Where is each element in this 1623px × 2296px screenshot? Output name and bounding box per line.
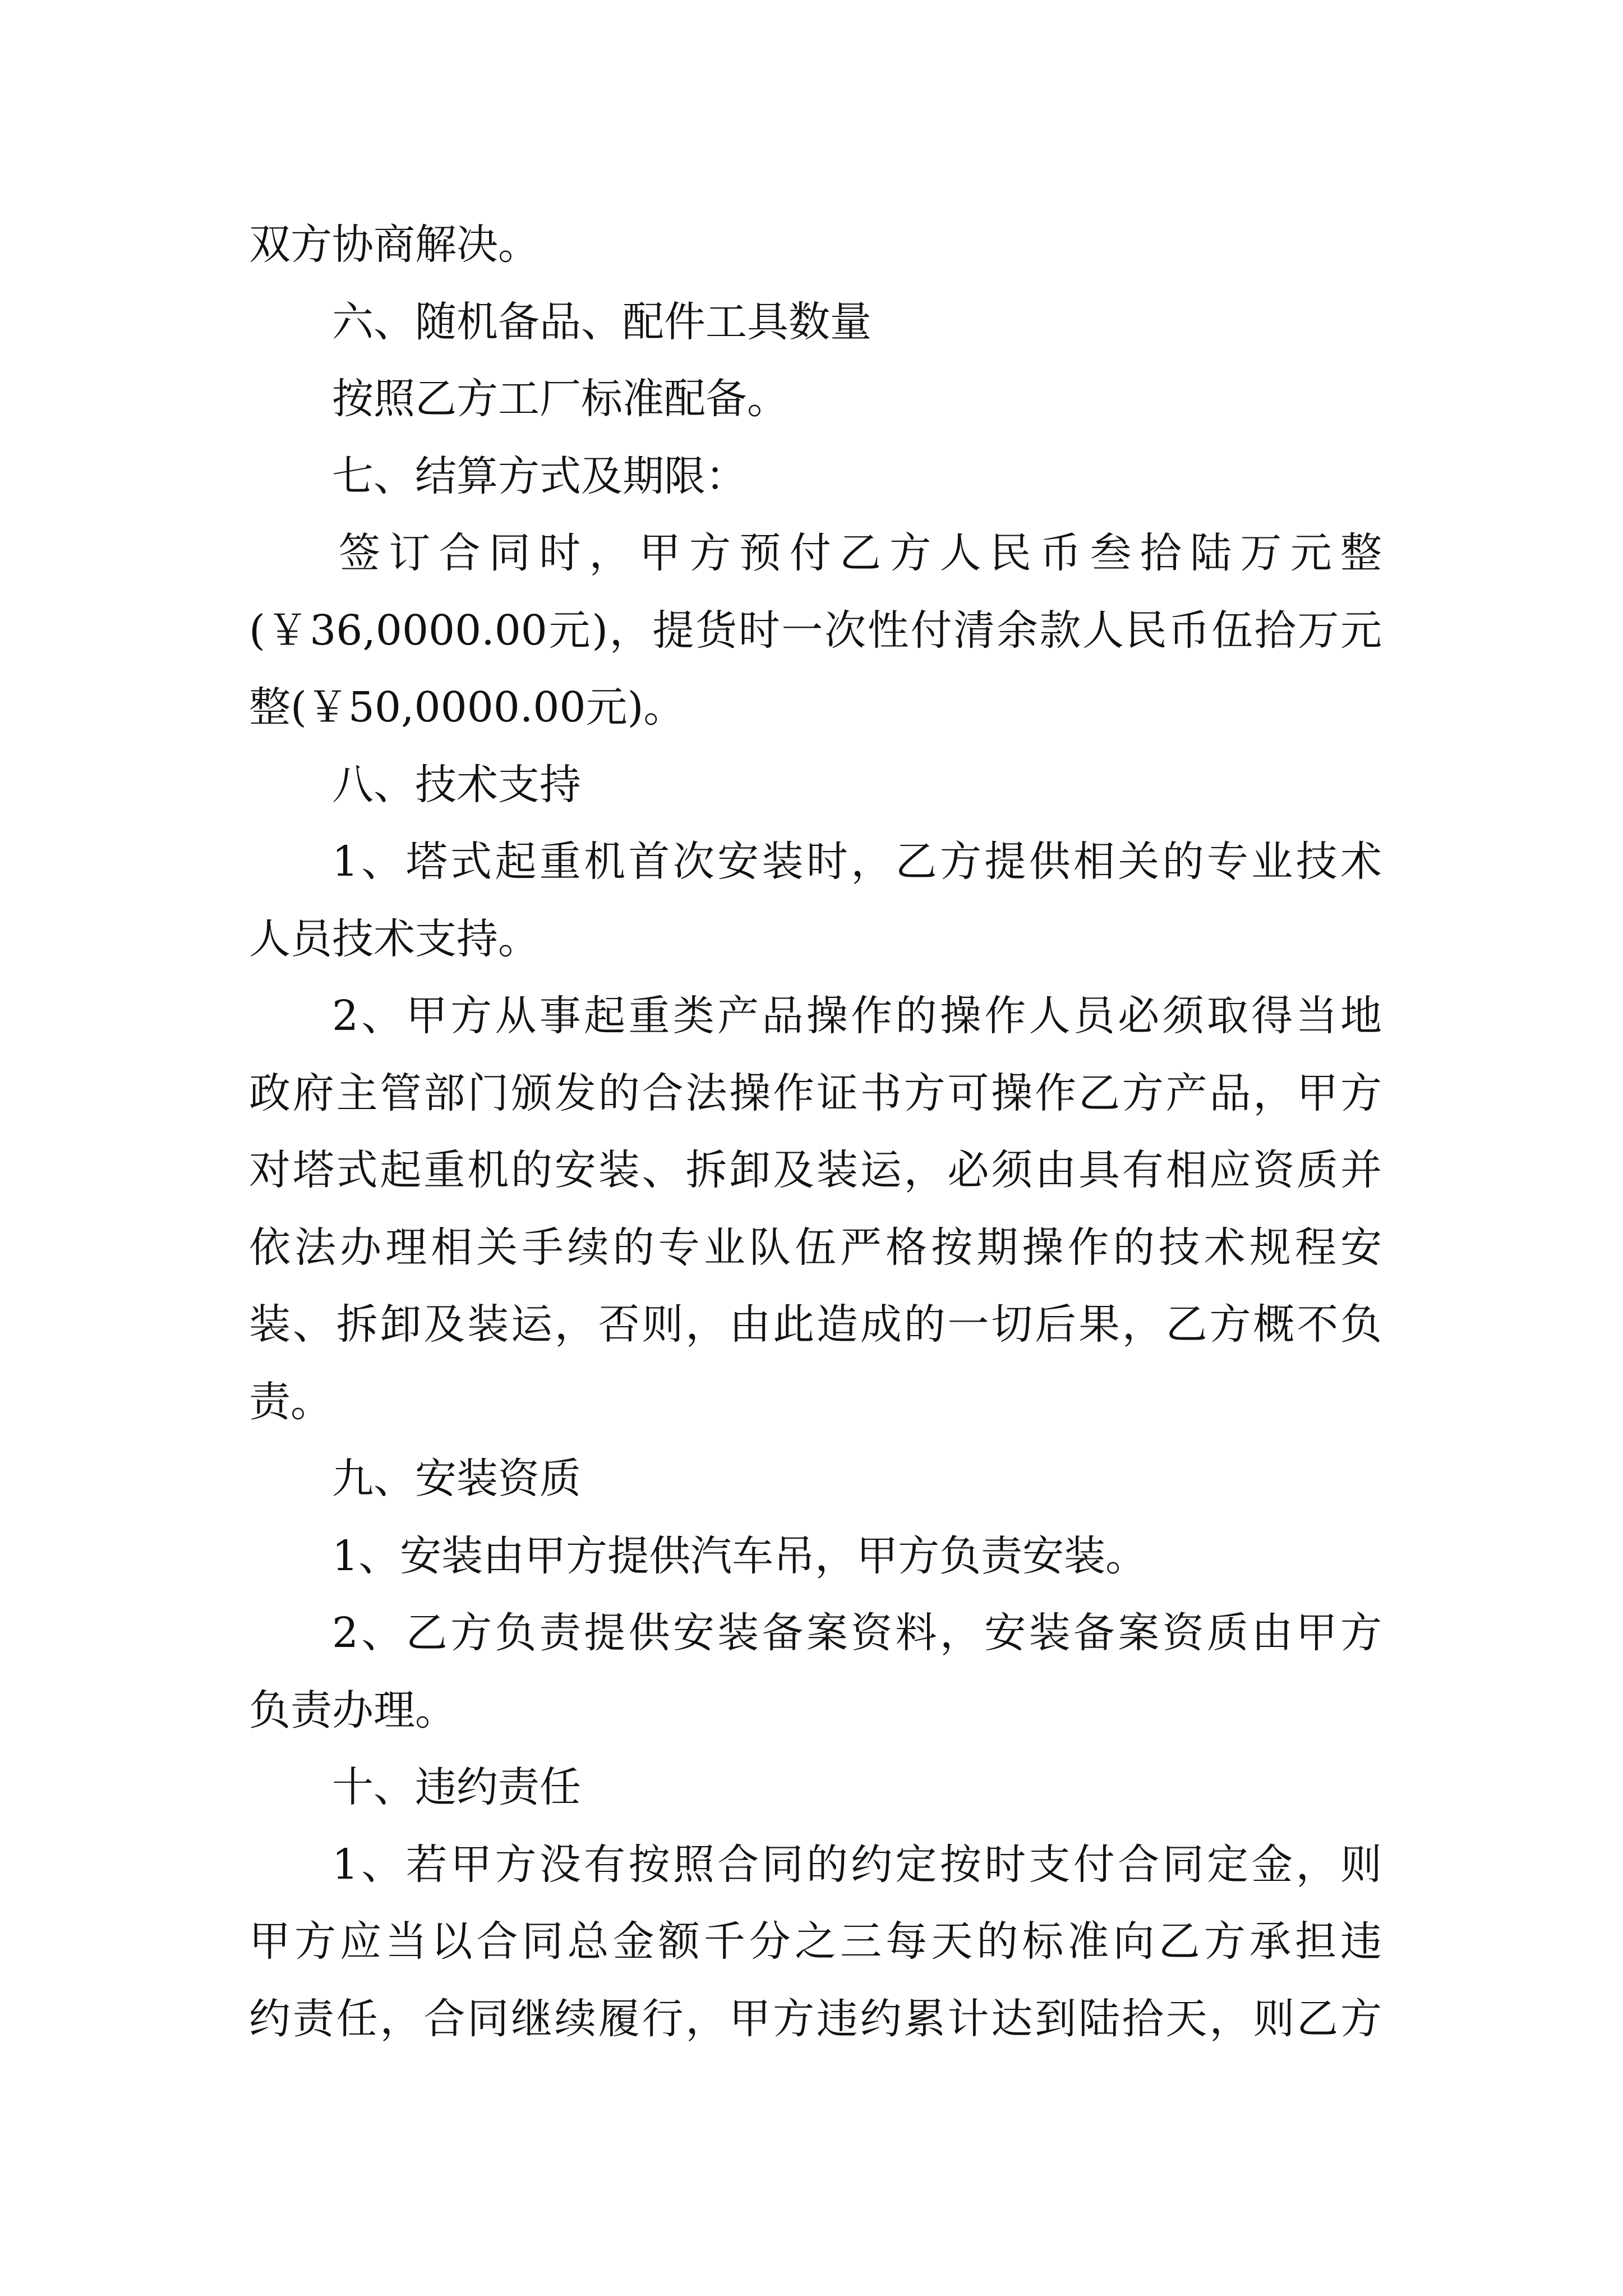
section-heading-9: 九、安装资质 bbox=[332, 1455, 581, 1503]
text-line: 依法办理相关手续的专业队伍严格按期操作的技术规程安 bbox=[249, 1223, 1382, 1272]
text-line: 1、安装由甲方提供汽车吊，甲方负责安装。 bbox=[332, 1531, 1147, 1580]
text-line: 1、塔式起重机首次安装时，乙方提供相关的专业技术 bbox=[332, 838, 1382, 886]
text-line: 对塔式起重机的安装、拆卸及装运，必须由具有相应资质并 bbox=[249, 1146, 1382, 1194]
text-line: 整(￥50,0000.00元)。 bbox=[249, 683, 685, 731]
text-line: 2、乙方负责提供安装备案资料，安装备案资质由甲方 bbox=[332, 1609, 1382, 1657]
text-line: 按照乙方工厂标准配备。 bbox=[332, 375, 789, 423]
section-heading-10: 十、违约责任 bbox=[332, 1763, 581, 1811]
section-heading-7: 七、结算方式及期限： bbox=[332, 452, 747, 500]
section-heading-6: 六、随机备品、配件工具数量 bbox=[332, 297, 872, 346]
text-line: 签订合同时，甲方预付乙方人民币叁拾陆万元整 bbox=[339, 529, 1382, 577]
text-line: 甲方应当以合同总金额千分之三每天的标准向乙方承担违 bbox=[249, 1917, 1382, 1966]
section-heading-8: 八、技术支持 bbox=[332, 760, 581, 809]
text-line: 约责任，合同继续履行，甲方违约累计达到陆拾天，则乙方 bbox=[249, 1994, 1382, 2043]
text-line: 装、拆卸及装运，否则，由此造成的一切后果，乙方概不负 bbox=[249, 1300, 1382, 1349]
contract-text bbox=[249, 206, 1382, 2058]
text-line: (￥36,0000.00元)，提货时一次性付清余款人民币伍拾万元 bbox=[249, 606, 1382, 655]
text-line: 人员技术支持。 bbox=[249, 914, 540, 963]
text-line: 双方协商解决。 bbox=[249, 220, 540, 269]
text-line: 责。 bbox=[249, 1377, 332, 1426]
text-line: 1、若甲方没有按照合同的约定按时支付合同定金，则 bbox=[332, 1840, 1382, 1889]
text-line: 政府主管部门颁发的合法操作证书方可操作乙方产品，甲方 bbox=[249, 1069, 1382, 1117]
text-line: 2、甲方从事起重类产品操作的操作人员必须取得当地 bbox=[332, 992, 1382, 1040]
text-line: 负责办理。 bbox=[249, 1686, 457, 1734]
